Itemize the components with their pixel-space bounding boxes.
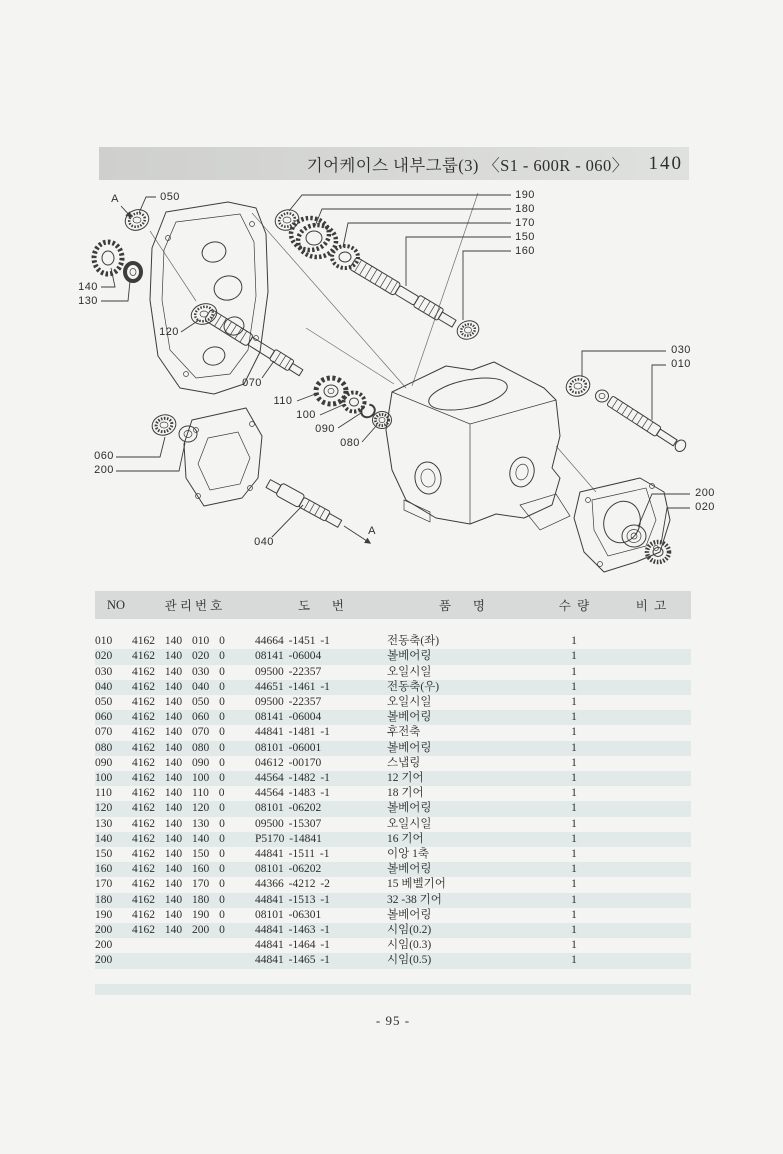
cell-dwg: 44841 -1511 -1: [255, 848, 330, 861]
cell-qty: 1: [537, 680, 611, 695]
table-row: [95, 923, 691, 938]
cell-mgmt: 4162 140 130 0: [132, 817, 225, 830]
cell-dwg: 44366 -4212 -2: [255, 878, 330, 891]
cell-no: 180: [95, 893, 132, 908]
cell-qty: 1: [571, 787, 577, 800]
header-no: NO: [95, 591, 132, 619]
shaft-010: [607, 395, 688, 454]
diagram-callout-040: 040: [254, 536, 274, 548]
page-title: 기어케이스 내부그룹(3) 〈S1 - 600R - 060〉: [306, 155, 629, 175]
cell-name: 오일시일: [387, 696, 432, 708]
cell-note: [611, 953, 691, 968]
cell-name: 볼베어링: [387, 710, 537, 725]
section-arrow-top: [121, 206, 131, 217]
cell-no: 140: [95, 832, 132, 847]
cell-qty: 1: [537, 862, 611, 877]
table-row: [95, 649, 691, 664]
leader-lines: [101, 195, 690, 544]
header-mgmt-number: 관 리 번 호: [132, 591, 255, 619]
cell-no: 110: [95, 787, 112, 800]
table-row: [95, 893, 691, 908]
table-row: [95, 725, 691, 740]
cell-qty: 1: [537, 832, 611, 847]
shaft-070: [204, 309, 304, 378]
diagram-callout-020: 020: [695, 501, 715, 513]
cell-name: 시임(0.5): [387, 953, 537, 968]
shaft-040: [265, 477, 344, 529]
table-row: [95, 862, 691, 877]
cell-qty: 1: [537, 710, 611, 725]
cell-note: [611, 725, 691, 740]
cell-qty: 1: [571, 878, 577, 891]
diagram-callout-060: 060: [94, 450, 114, 462]
header-spacer: [95, 619, 691, 634]
diagram-callout-010: 010: [671, 358, 691, 370]
table-row: [95, 680, 691, 695]
cell-note: [611, 862, 691, 877]
table-row: [95, 847, 691, 862]
cell-name: 볼베어링: [387, 649, 537, 664]
seal-200-left: [179, 426, 197, 442]
parts-table: [95, 591, 691, 969]
cell-no: 040: [95, 680, 132, 695]
cell-dwg: 44841 -1463 -1: [255, 923, 387, 938]
cell-name: 시임(0.3): [387, 939, 432, 952]
cell-name: 시임(0.2): [387, 923, 537, 938]
table-row: [95, 665, 691, 680]
cell-name: 후전축: [387, 726, 421, 739]
bearing-050: [122, 206, 152, 234]
cell-qty: 1: [537, 893, 611, 908]
cell-dwg: 09500 -15307: [255, 817, 322, 830]
gear-170: [332, 246, 358, 268]
table-row: [95, 634, 691, 649]
cell-dwg: 44564 -1483 -1: [255, 787, 330, 800]
cell-qty: 1: [571, 696, 577, 708]
cell-dwg: 44564 -1482 -1: [255, 771, 387, 786]
snap-ring-090: [359, 402, 377, 419]
cell-mgmt: 4162 140 050 0: [132, 696, 225, 708]
header-remarks: 비 고: [611, 591, 691, 619]
table-row: [95, 938, 691, 953]
diagram-callout-030: 030: [671, 344, 691, 356]
cell-dwg: 08101 -06202: [255, 862, 387, 877]
cell-mgmt: 4162 140 200 0: [132, 923, 255, 938]
table-header-row: [95, 591, 691, 619]
cell-note: [611, 665, 691, 680]
cell-name: 스냅링: [387, 756, 421, 769]
bearing-030: [563, 372, 592, 399]
cell-dwg: 44841 -1464 -1: [255, 939, 330, 952]
cell-name: 32 -38 기어: [387, 893, 537, 908]
table-row: [95, 710, 691, 725]
cell-qty: 1: [571, 939, 577, 952]
cell-name: 볼베어링: [387, 908, 432, 921]
page-group-number: 140: [648, 152, 683, 174]
header-part-name: 품 명: [387, 591, 537, 619]
cell-mgmt: 4162 140 020 0: [132, 649, 255, 664]
cell-qty: 1: [537, 953, 611, 968]
cell-mgmt: 4162 140 030 0: [132, 665, 225, 678]
cell-mgmt: 4162 140 150 0: [132, 848, 225, 861]
diagram-callout-100: 100: [296, 409, 316, 421]
table-row: [95, 908, 691, 923]
cell-qty: 1: [537, 741, 611, 756]
cell-mgmt: 4162 140 070 0: [132, 726, 225, 739]
cell-note: [611, 771, 691, 786]
cell-no: 190: [95, 908, 113, 921]
cell-name: 오일시일: [387, 665, 432, 678]
cell-mgmt: 4162 140 080 0: [132, 741, 255, 756]
cell-dwg: 09500 -22357: [255, 665, 322, 678]
diagram-callout-170: 170: [515, 217, 535, 229]
cell-name: 12 기어: [387, 771, 537, 786]
cell-dwg: 04612 -00170: [255, 756, 322, 769]
cell-mgmt: 4162 140 090 0: [132, 756, 225, 769]
cell-no: 120: [95, 801, 132, 816]
cell-name: 전동축(우): [387, 680, 537, 695]
diagram-callout-120: 120: [159, 326, 179, 338]
table-footer-band: [95, 984, 691, 995]
diagram-callout-190: 190: [515, 189, 535, 201]
cell-note: [611, 923, 691, 938]
diagram-callout-070: 070: [242, 377, 262, 389]
cell-dwg: 08141 -06004: [255, 649, 387, 664]
cell-dwg: 44664 -1451 -1: [255, 635, 330, 648]
gear-110: [316, 378, 346, 404]
cell-qty: 1: [537, 771, 611, 786]
bearing-bracket: [574, 478, 670, 572]
cell-mgmt: 4162 140 140 0: [132, 832, 255, 847]
cell-mgmt: 4162 140 180 0: [132, 893, 255, 908]
page-number: - 95 -: [375, 1013, 411, 1028]
section-arrow-bottom: [344, 526, 370, 543]
cell-no: 090: [95, 756, 113, 769]
diagram-callout-140: 140: [78, 281, 98, 293]
cell-name: 볼베어링: [387, 801, 537, 816]
cell-no: 200: [95, 939, 113, 952]
diagram-callout-200: 200: [695, 487, 715, 499]
cell-no: 030: [95, 665, 113, 678]
diagram-callout-090: 090: [315, 423, 335, 435]
cell-mgmt: 4162 140 010 0: [132, 635, 225, 648]
cell-qty: 1: [571, 726, 577, 739]
shaft-150: [349, 257, 457, 330]
table-row: [95, 817, 691, 832]
cell-dwg: 08101 -06301: [255, 908, 322, 921]
cell-note: [611, 634, 691, 649]
cell-note: [611, 832, 691, 847]
cell-name: 15 베벨기어: [387, 878, 446, 891]
cell-no: 130: [95, 817, 113, 830]
cell-no: 010: [95, 635, 113, 648]
diagram-callout-080: 080: [340, 437, 360, 449]
diagram-callout-130: 130: [78, 295, 98, 307]
cell-mgmt: 4162 140 170 0: [132, 878, 225, 891]
cover-plate-top: [150, 202, 268, 394]
cell-no: 150: [95, 848, 113, 861]
bearing-060: [149, 412, 178, 438]
header-quantity: 수 량: [537, 591, 611, 619]
cell-no: 200: [95, 923, 132, 938]
cell-dwg: 08141 -06004: [255, 710, 387, 725]
cell-dwg: 44841 -1481 -1: [255, 726, 330, 739]
cell-note: [611, 695, 691, 710]
cell-name: 볼베어링: [387, 741, 537, 756]
cell-qty: 1: [571, 665, 577, 678]
table-row: [95, 877, 691, 892]
cell-qty: 1: [537, 923, 611, 938]
cell-note: [611, 710, 691, 725]
diagram-callout-200: 200: [94, 464, 114, 476]
cell-no: 020: [95, 649, 132, 664]
diagram-callout-050: 050: [160, 191, 180, 203]
cell-note: [611, 756, 691, 771]
cell-name: 볼베어링: [387, 862, 537, 877]
cell-note: [611, 908, 691, 923]
cell-no: 100: [95, 771, 132, 786]
diagram-callout-150: 150: [515, 231, 535, 243]
cell-note: [611, 893, 691, 908]
cell-name: 16 기어: [387, 832, 537, 847]
diagram-callout-160: 160: [515, 245, 535, 257]
table-row: [95, 832, 691, 847]
cell-note: [611, 877, 691, 892]
cell-dwg: P5170 -14841: [255, 832, 387, 847]
cell-note: [611, 801, 691, 816]
cover-plate-bottom: [184, 408, 262, 506]
cell-no: 170: [95, 878, 113, 891]
table-row: [95, 741, 691, 756]
cell-no: 060: [95, 710, 132, 725]
cell-note: [611, 649, 691, 664]
cell-qty: 1: [571, 848, 577, 861]
diagram-callout-110: 110: [273, 395, 293, 407]
cell-name: 오일시일: [387, 817, 432, 830]
cell-mgmt: 4162 140 060 0: [132, 710, 255, 725]
gear-140: [94, 242, 122, 274]
cell-mgmt: 4162 140 110 0: [132, 787, 225, 800]
cell-name: 18 기어: [387, 787, 424, 800]
cell-mgmt: 4162 140 040 0: [132, 680, 255, 695]
cell-qty: 1: [571, 635, 577, 648]
cell-dwg: 09500 -22357: [255, 696, 322, 708]
parts-table-body: [95, 634, 691, 968]
cell-dwg: 08101 -06202: [255, 801, 387, 816]
cell-note: [611, 741, 691, 756]
cell-mgmt: 4162 140 190 0: [132, 908, 225, 921]
cell-name: 이앙 1축: [387, 848, 429, 861]
bearing-020: [647, 542, 669, 562]
cell-dwg: 44841 -1513 -1: [255, 893, 387, 908]
table-row: [95, 786, 691, 801]
gearcase-housing: [386, 362, 570, 530]
bearing-160: [455, 318, 482, 342]
cell-qty: 1: [537, 649, 611, 664]
cell-no: 160: [95, 862, 132, 877]
table-row: [95, 771, 691, 786]
cell-mgmt: 4162 140 100 0: [132, 771, 255, 786]
cell-name: 전동축(좌): [387, 635, 440, 648]
header-drawing-number: 도 번: [255, 591, 387, 619]
seal-130: [125, 263, 141, 281]
cell-qty: 1: [571, 817, 577, 830]
cell-qty: 1: [537, 801, 611, 816]
cell-dwg: 08101 -06001: [255, 741, 387, 756]
diagram-callout-A: A: [368, 525, 376, 537]
cell-qty: 1: [571, 756, 577, 769]
cell-mgmt: 4162 140 120 0: [132, 801, 255, 816]
cell-mgmt: [132, 953, 255, 968]
cell-mgmt: [132, 938, 255, 953]
table-row: [95, 695, 691, 710]
cell-note: [611, 817, 691, 832]
table-row: [95, 953, 691, 968]
diagram-callout-A: A: [111, 193, 119, 205]
diagram-callout-180: 180: [515, 203, 535, 215]
cell-no: 050: [95, 696, 113, 708]
cell-no: 070: [95, 726, 113, 739]
cell-note: [611, 786, 691, 801]
cell-mgmt: 4162 140 160 0: [132, 862, 255, 877]
cell-dwg: 44651 -1461 -1: [255, 680, 387, 695]
collar-010: [596, 390, 609, 402]
table-row: [95, 756, 691, 771]
cell-note: [611, 847, 691, 862]
cell-qty: 1: [571, 908, 577, 921]
cell-note: [611, 680, 691, 695]
cell-note: [611, 938, 691, 953]
cell-no: 200: [95, 953, 132, 968]
cell-dwg: 44841 -1465 -1: [255, 953, 387, 968]
cell-no: 080: [95, 741, 132, 756]
table-row: [95, 801, 691, 816]
